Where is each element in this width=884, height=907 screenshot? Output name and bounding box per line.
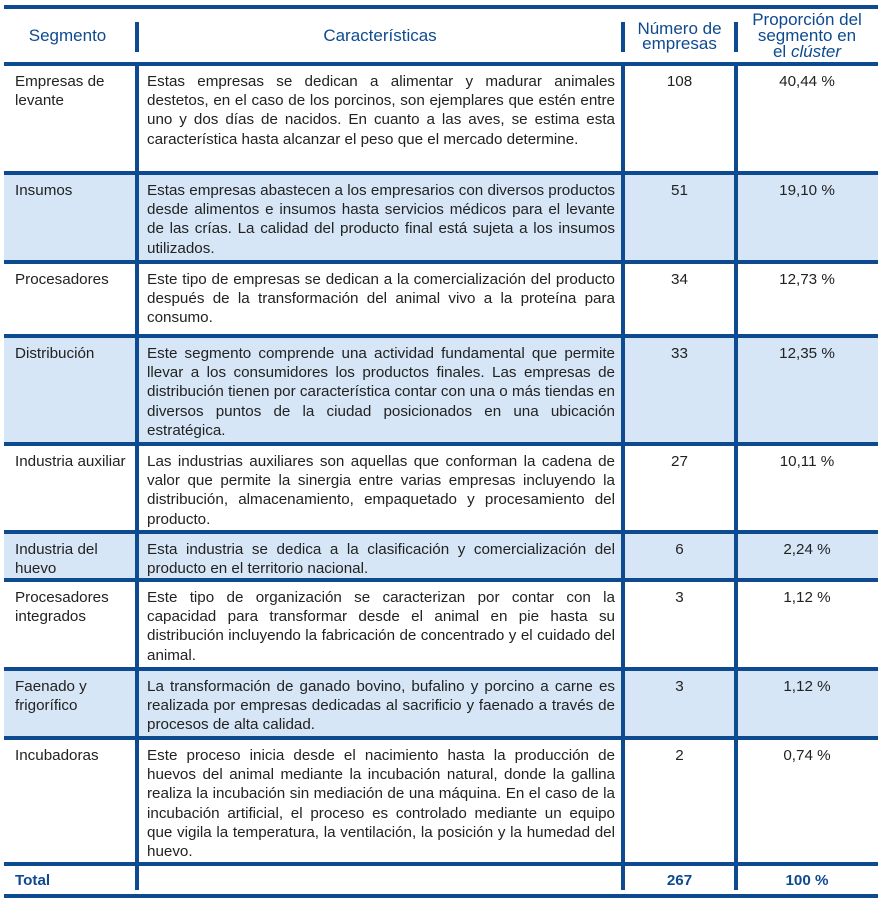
total-label: Total bbox=[15, 872, 51, 889]
header-share-line1: Proporción del bbox=[752, 9, 862, 29]
table-header bbox=[4, 9, 878, 62]
table-row bbox=[4, 582, 878, 667]
total-row bbox=[4, 866, 878, 894]
total-share: 100 % bbox=[736, 866, 878, 894]
company-count: 2 bbox=[623, 740, 736, 862]
segment-description: Esta industria se dedica a la clasificación y comercialización del producto en el territorio nacional. bbox=[137, 534, 623, 578]
segment-description: Este proceso inicia desde el nacimiento hasta la producción de huevos del animal mediante la incubación natural, donde la gallina realiza la incubación sin mediación de una máquina. En el caso de la incubación artificial, el proceso es controlado mediante un equipo que vigila la temperatura, la ventilación, la posición y la humedad del huevo. bbox=[137, 740, 623, 862]
segment-share: 10,11 % bbox=[736, 446, 878, 530]
segment-table bbox=[4, 5, 878, 898]
segment-description: Estas empresas abastecen a los empresarios con diversos productos desde alimentos e insumos hasta servicios médicos para el levante de las crías. La calidad del producto final está sujeta a los insumos utilizados. bbox=[137, 175, 623, 260]
segment-description: Este tipo de organización se caracterizan por contar con la capacidad para transformar desde el animal en pie hasta su distribución incluyendo la fabricación de concentrado y el cuidado del animal. bbox=[137, 582, 623, 667]
header-count bbox=[623, 9, 736, 62]
segment-name: Distribución bbox=[15, 345, 95, 362]
company-count: 3 bbox=[623, 671, 736, 736]
segment-name: Faenado y frigorífico bbox=[15, 678, 87, 715]
segment-share: 12,35 % bbox=[736, 338, 878, 442]
segment-name: Procesadores integrados bbox=[15, 589, 109, 626]
table-row bbox=[4, 338, 878, 442]
header-count-line2: empresas bbox=[642, 33, 717, 53]
segment-description: La transformación de ganado bovino, bufalino y porcino a carne es realizada por empresas dedicadas al sacrificio y faenado a través de procesos de alta calidad. bbox=[137, 671, 623, 736]
company-count: 6 bbox=[623, 534, 736, 578]
bottom-rule bbox=[4, 894, 878, 898]
company-count: 108 bbox=[623, 66, 736, 171]
company-count: 27 bbox=[623, 446, 736, 530]
segment-name: Insumos bbox=[15, 182, 73, 199]
company-count: 3 bbox=[623, 582, 736, 667]
segment-share: 1,12 % bbox=[736, 671, 878, 736]
company-count: 34 bbox=[623, 264, 736, 334]
segment-description: Las industrias auxiliares son aquellas que conforman la cadena de valor que permite la sinergia entre varias empresas incluyendo la distribución, almacenamiento, empaquetado y procesamiento del producto. bbox=[137, 446, 623, 530]
header-share-prefix: el bbox=[772, 41, 787, 61]
company-count: 51 bbox=[623, 175, 736, 260]
table-row bbox=[4, 446, 878, 530]
segment-name: Procesadores bbox=[15, 271, 109, 288]
segment-share: 0,74 % bbox=[736, 740, 878, 862]
segment-name: Incubadoras bbox=[15, 747, 99, 764]
header-segment: Segmento bbox=[28, 26, 107, 45]
segment-share: 12,73 % bbox=[736, 264, 878, 334]
company-count: 33 bbox=[623, 338, 736, 442]
header-share bbox=[736, 9, 878, 62]
header-characteristics: Características bbox=[137, 9, 623, 62]
segment-name: Empresas de levante bbox=[15, 73, 105, 110]
table-row bbox=[4, 534, 878, 578]
segment-description: Estas empresas se dedican a alimentar y madurar animales destetos, en el caso de los porcinos, son ejemplares que estén entre uno y dos días de nacidos. En cuanto a las aves, se estima esta característica hasta alcanzar el peso que el mercado determine. bbox=[137, 66, 623, 171]
table-row bbox=[4, 740, 878, 862]
segment-share: 1,12 % bbox=[736, 582, 878, 667]
header-share-italic: clúster bbox=[790, 41, 842, 61]
table-row bbox=[4, 671, 878, 736]
segment-name: Industria del huevo bbox=[15, 541, 98, 578]
total-description bbox=[137, 866, 623, 894]
segment-share: 40,44 % bbox=[736, 66, 878, 171]
table-row bbox=[4, 66, 878, 171]
header-share-line3 bbox=[752, 41, 862, 61]
segment-share: 19,10 % bbox=[736, 175, 878, 260]
segment-description: Este segmento comprende una actividad fundamental que permite llevar a los consumidores los productos finales. Las empresas de distribución tienen por característica contar con una o más tiendas en diversos puntos de la ciudad posicionados en una ubicación estratégica. bbox=[137, 338, 623, 442]
header-count-line1: Número de bbox=[637, 18, 722, 38]
total-count: 267 bbox=[623, 866, 736, 894]
table-row bbox=[4, 264, 878, 334]
segment-share: 2,24 % bbox=[736, 534, 878, 578]
header-share-line2: segmento en bbox=[757, 25, 857, 45]
segment-name: Industria auxiliar bbox=[15, 453, 126, 470]
segment-description: Este tipo de empresas se dedican a la comercialización del producto después de la transformación del animal vivo a la proteína para consumo. bbox=[137, 264, 623, 334]
table-row bbox=[4, 175, 878, 260]
